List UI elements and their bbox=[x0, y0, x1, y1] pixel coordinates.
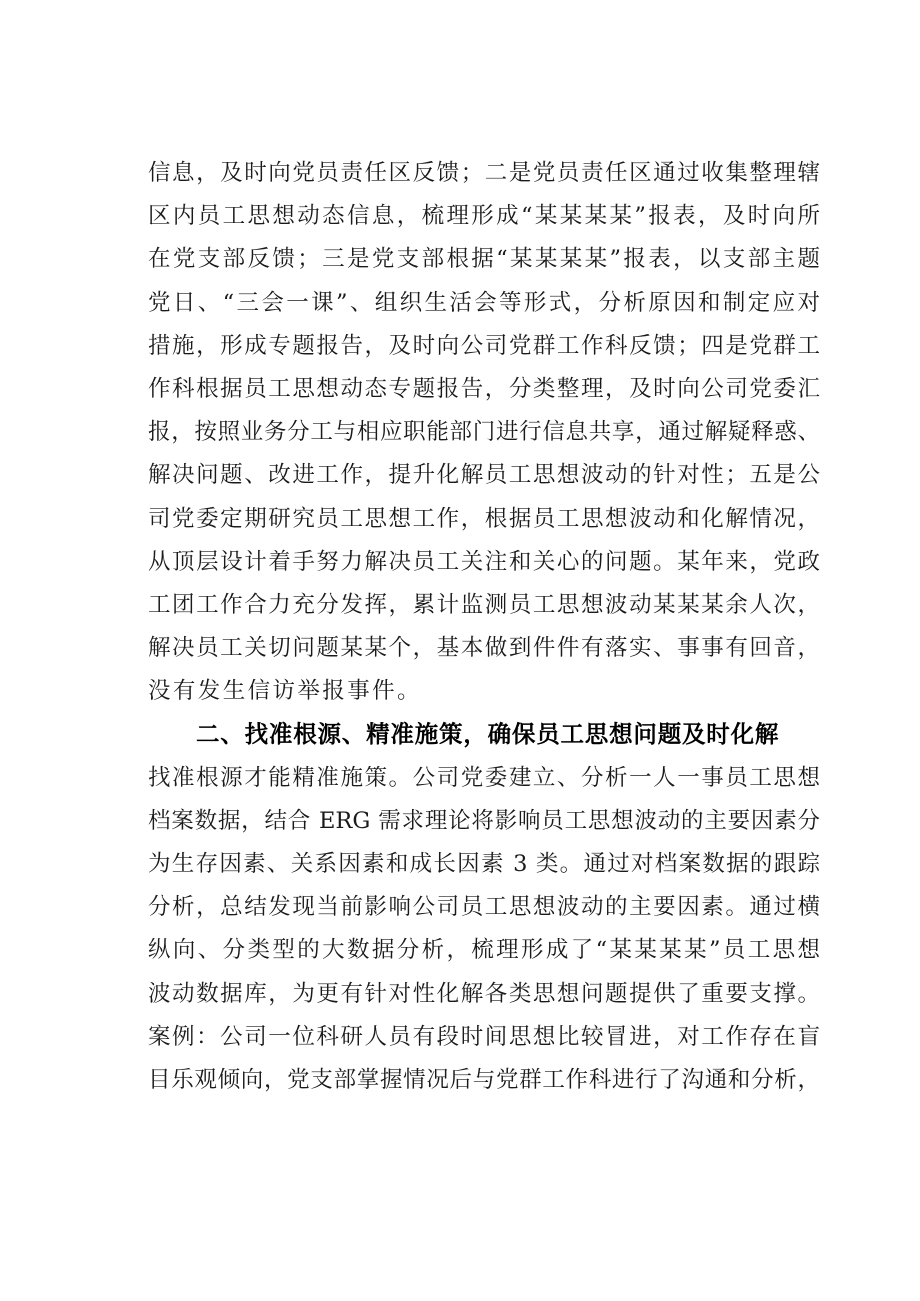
paragraph-line: 党日、“三会一课”、组织生活会等形式，分析原因和制定应对 bbox=[148, 289, 820, 316]
paragraph-line: 在党支部反馈；三是党支部根据“某某某某”报表，以支部主题 bbox=[148, 246, 820, 273]
paragraph-line: 报，按照业务分工与相应职能部门进行信息共享，通过解疑释惑、 bbox=[148, 419, 820, 446]
paragraph-line: 纵向、分类型的大数据分析，梳理形成了“某某某某”员工思想 bbox=[148, 937, 820, 964]
paragraph-line: 从顶层设计着手努力解决员工关注和关心的问题。某年来，党政 bbox=[148, 548, 820, 575]
paragraph-line: 区内员工思想动态信息，梳理形成“某某某某”报表，及时向所 bbox=[148, 203, 820, 230]
paragraph-line: 波动数据库，为更有针对性化解各类思想问题提供了重要支撑。 bbox=[148, 980, 820, 1007]
paragraph-line: 案例：公司一位科研人员有段时间思想比较冒进，对工作存在盲 bbox=[148, 1023, 820, 1050]
paragraph-line: 目乐观倾向，党支部掌握情况后与党群工作科进行了沟通和分析， bbox=[148, 1066, 820, 1093]
paragraph-line: 为生存因素、关系因素和成长因素 3 类。通过对档案数据的跟踪 bbox=[148, 851, 820, 877]
section-heading: 二、找准根源、精准施策，确保员工思想问题及时化解 bbox=[196, 720, 780, 749]
paragraph-line: 解决员工关切问题某某个，基本做到件件有落实、事事有回音， bbox=[148, 635, 820, 662]
document-body bbox=[148, 152, 820, 1102]
paragraph-line: 措施，形成专题报告，及时向公司党群工作科反馈；四是党群工 bbox=[148, 332, 820, 359]
paragraph-line: 司党委定期研究员工思想工作，根据员工思想波动和化解情况， bbox=[148, 505, 820, 532]
paragraph-line: 工团工作合力充分发挥，累计监测员工思想波动某某某余人次， bbox=[148, 591, 820, 618]
paragraph-line: 分析，总结发现当前影响公司员工思想波动的主要因素。通过横 bbox=[148, 894, 820, 921]
paragraph-line: 没有发生信访举报事件。 bbox=[148, 678, 422, 705]
paragraph-line: 作科根据员工思想动态专题报告，分类整理，及时向公司党委汇 bbox=[148, 375, 820, 402]
paragraph-line: 解决问题、改进工作，提升化解员工思想波动的针对性；五是公 bbox=[148, 462, 820, 489]
paragraph-line: 信息，及时向党员责任区反馈；二是党员责任区通过收集整理辖 bbox=[148, 160, 820, 186]
paragraph-line: 档案数据，结合 ERG 需求理论将影响员工思想波动的主要因素分 bbox=[148, 807, 820, 834]
paragraph-line: 找准根源才能精准施策。公司党委建立、分析一人一事员工思想 bbox=[148, 764, 820, 791]
